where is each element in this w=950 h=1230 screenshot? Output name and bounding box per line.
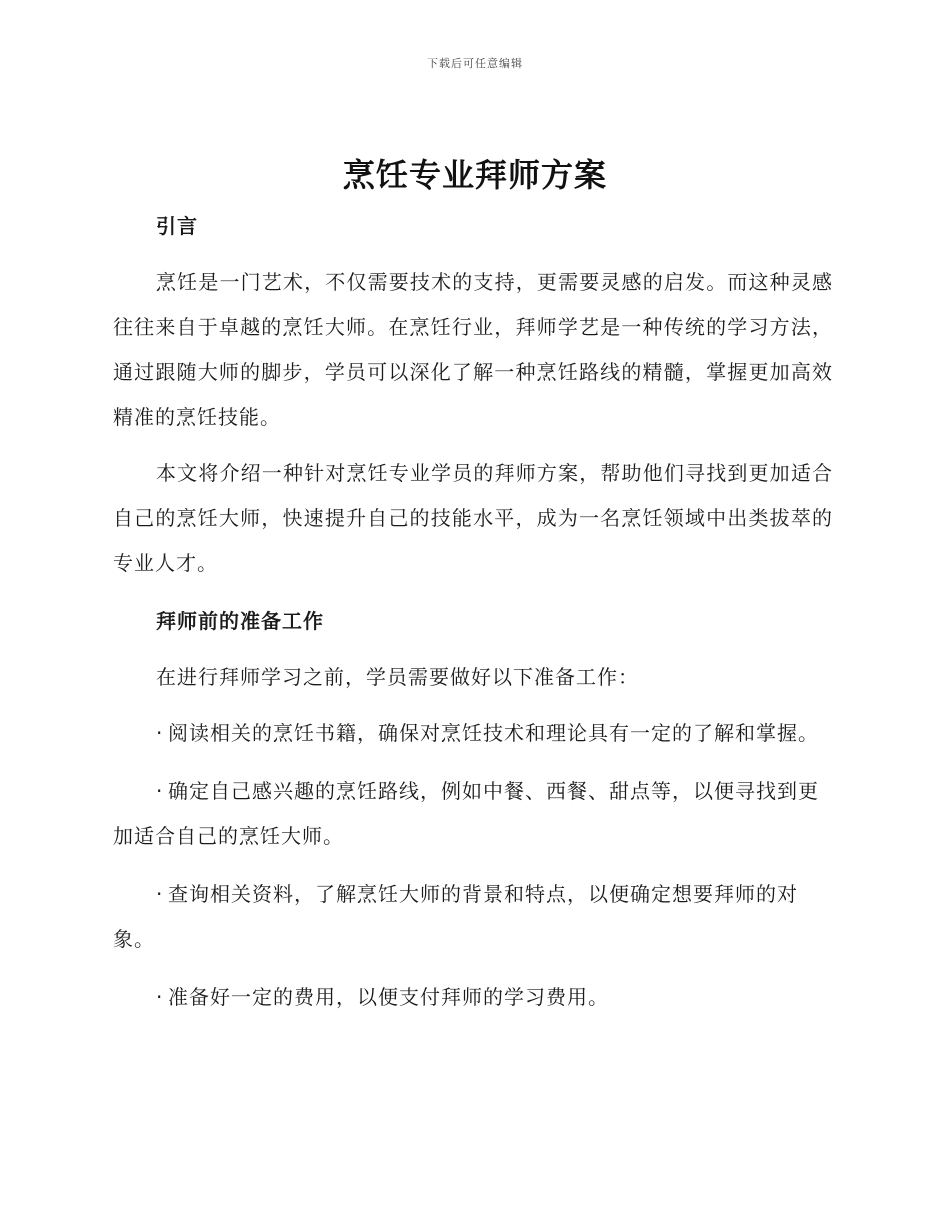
- list-item: [113, 975, 833, 1020]
- header-note: 下载后可任意编辑: [427, 57, 523, 70]
- list-item-text: 确定自己感兴趣的烹饪路线，例如中餐、西餐、甜点等，以便寻找到更加适合自己的烹饪大师。: [113, 779, 819, 848]
- list-item-text: 准备好一定的费用，以便支付拜师的学习费用。: [168, 985, 609, 1009]
- intro-paragraph-1: 烹饪是一门艺术，不仅需要技术的支持，更需要灵感的启发。而这种灵感往往来自于卓越的烹饪大师。在烹饪行业，拜师学艺是一种传统的学习方法，通过跟随大师的脚步，学员可以深化了解一种烹饪路线的精髓，掌握更加高效精准的烹饪技能。: [113, 270, 833, 429]
- preparation-intro: 在进行拜师学习之前，学员需要做好以下准备工作：: [156, 665, 639, 689]
- bullet-marker: ·: [156, 882, 164, 906]
- list-item: [113, 769, 833, 859]
- document-body: [113, 204, 833, 1033]
- section-heading-preparation: 拜师前的准备工作: [156, 609, 324, 633]
- document-title: 烹饪专业拜师方案: [342, 156, 607, 194]
- list-item: [113, 711, 833, 756]
- bullet-marker: ·: [156, 721, 164, 745]
- list-item-text: 阅读相关的烹饪书籍，确保对烹饪技术和理论具有一定的了解和掌握。: [168, 721, 819, 745]
- intro-paragraph-2: 本文将介绍一种针对烹饪专业学员的拜师方案，帮助他们寻找到更加适合自己的烹饪大师，快速提升自己的技能水平，成为一名烹饪领域中出类拔萃的专业人才。: [113, 461, 833, 575]
- bullet-marker: ·: [156, 779, 164, 803]
- bullet-marker: ·: [156, 985, 164, 1009]
- section-heading-intro: 引言: [156, 214, 198, 238]
- list-item: [113, 872, 833, 962]
- list-item-text: 查询相关资料，了解烹饪大师的背景和特点，以便确定想要拜师的对象。: [113, 882, 798, 951]
